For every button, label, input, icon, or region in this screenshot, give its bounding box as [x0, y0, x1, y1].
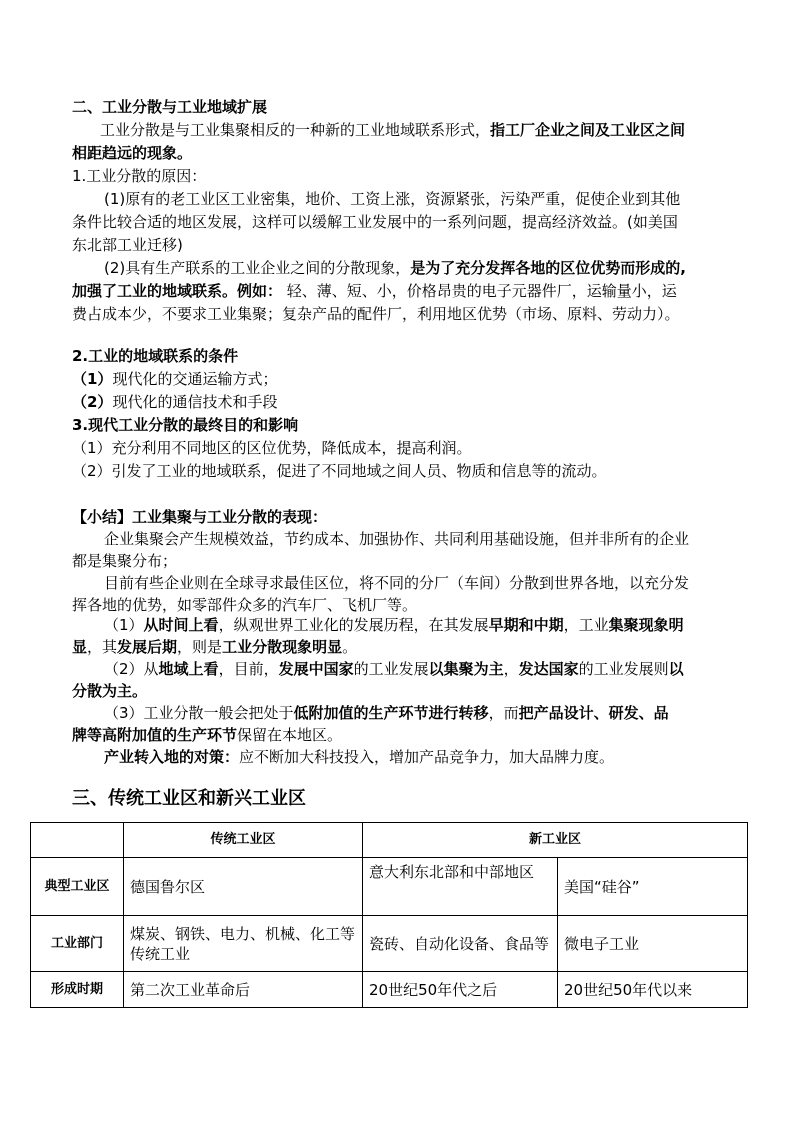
text-run: 轻、薄、短、小，价格昂贵的电子元器件厂，运输量小，运 — [282, 282, 677, 300]
bold-text-run: 加强了工业的地域联系。例如： — [72, 282, 283, 300]
list-text: 现代化的通信技术和手段 — [112, 393, 278, 411]
text-run: ， — [503, 660, 519, 678]
paragraph-line — [72, 636, 357, 658]
list-number: （2） — [72, 393, 113, 411]
table-row — [31, 972, 748, 1008]
text-run: 的工业发展 — [353, 660, 429, 678]
bold-text-run: 指工厂企业之间及工业区之间 — [490, 121, 686, 139]
text-run: ，目前， — [218, 660, 279, 678]
table-header: 传统工业区 — [124, 823, 363, 858]
bold-text-run: 发展中国家 — [278, 660, 354, 678]
bold-text-run: 以集聚为主 — [428, 660, 504, 678]
text-run: ，则是 — [177, 638, 223, 656]
paragraph-line: 条件比较合适的地区发展，这样可以缓解工业发展中的一系列问题，提高经济效益。(如美国 — [72, 213, 678, 231]
text-run: ，纵观世界工业化的发展历程，在其发展 — [218, 616, 489, 634]
table-cell: 第二次工业革命后 — [124, 972, 363, 1008]
bold-text-run: 发达国家 — [518, 660, 579, 678]
paragraph-line — [104, 658, 684, 680]
section-title: 二、工业分散与工业地域扩展 — [72, 98, 268, 116]
bold-text-run: 发展后期 — [117, 638, 178, 656]
row-label: 工业部门 — [31, 916, 124, 972]
paragraph-line: 都是集聚分布； — [72, 552, 178, 570]
table-header: 新工业区 — [363, 823, 748, 858]
row-label: 形成时期 — [31, 972, 124, 1008]
bold-text-run: 从时间上看 — [143, 616, 219, 634]
paragraph-line: 费占成本少，不要求工业集聚；复杂产品的配件厂，利用地区优势（市场、原料、劳动力）。 — [72, 305, 680, 323]
list-item — [72, 368, 277, 390]
table-cell: 煤炭、钢铁、电力、机械、化工等传统工业 — [124, 916, 363, 972]
paragraph-line — [100, 119, 685, 141]
paragraph-line: 相距趋远的现象。 — [72, 144, 193, 162]
subheading: 2.工业的地域联系的条件 — [72, 347, 239, 365]
paragraph-line: 目前有些企业则在全球寻求最佳区位，将不同的分厂（车间）分散到世界各地，以充分发 — [104, 574, 690, 592]
table-row — [31, 916, 748, 972]
paragraph-line: (1)原有的老工业区工业密集，地价、工资上涨，资源紧张，污染严重，促使企业到其他 — [104, 190, 681, 208]
comparison-table — [30, 822, 748, 1008]
subheading: 3.现代工业分散的最终目的和影响 — [72, 416, 299, 434]
text-run: ，而 — [488, 704, 519, 722]
text-run: 应不断加大科技投入，增加产品竞争力，加大品牌力度。 — [239, 748, 615, 766]
paragraph-line: 分散为主。 — [72, 682, 148, 700]
table-cell: 20世纪50年代之后 — [363, 972, 558, 1008]
paragraph-line — [104, 746, 614, 768]
bold-text-run: 低附加值的生产环节进行转移 — [293, 704, 489, 722]
list-text: 现代化的交通运输方式； — [112, 370, 278, 388]
paragraph-line: 挥各地的优势，如零部件众多的汽车厂、飞机厂等。 — [72, 596, 418, 614]
bold-text-run: 是为了充分发挥各地的区位优势而形成的, — [410, 259, 686, 277]
table-cell: 微电子工业 — [558, 916, 748, 972]
table-cell: 意大利东北部和中部地区 — [363, 858, 558, 916]
text-run: (2)具有生产联系的工业企业之间的分散现象， — [104, 259, 411, 277]
bold-text-run: 集聚现象明 — [608, 616, 684, 634]
row-label: 典型工业区 — [31, 858, 124, 916]
text-run: ，其 — [87, 638, 118, 656]
text-run: （3）工业分散一般会把处于 — [104, 704, 294, 722]
bold-text-run: 早期和中期 — [488, 616, 564, 634]
paragraph-line — [104, 257, 686, 279]
paragraph-line — [104, 614, 684, 636]
list-item: （2）引发了工业的地域联系，促进了不同地域之间人员、物质和信息等的流动。 — [72, 462, 607, 480]
table-cell: 20世纪50年代以来 — [558, 972, 748, 1008]
text-run: 工业分散是与工业集聚相反的一种新的工业地域联系形式， — [100, 121, 491, 139]
paragraph-line — [72, 280, 677, 302]
text-run: （2）从 — [104, 660, 159, 678]
paragraph-line — [104, 702, 669, 724]
table-cell: 德国鲁尔区 — [124, 858, 363, 916]
table-cell: 瓷砖、自动化设备、食品等 — [363, 916, 558, 972]
bold-text-run: 显 — [72, 638, 88, 656]
list-item — [72, 391, 277, 413]
bold-text-run: 牌等高附加值的生产环节 — [72, 726, 238, 744]
bold-text-run: 工业分散现象明显 — [222, 638, 343, 656]
table-header-blank — [31, 823, 124, 858]
list-number: （1） — [72, 370, 113, 388]
bold-text-run: 以 — [668, 660, 684, 678]
text-run: 的工业发展则 — [578, 660, 669, 678]
section-title: 三、传统工业区和新兴工业区 — [72, 788, 306, 809]
bold-text-run: 产业转入地的对策： — [104, 748, 240, 766]
summary-title: 【小结】工业集聚与工业分散的表现： — [72, 508, 328, 526]
text-run: 保留在本地区。 — [237, 726, 343, 744]
paragraph-line — [72, 724, 342, 746]
text-run: ，工业 — [563, 616, 609, 634]
list-item: （1）充分利用不同地区的区位优势，降低成本，提高利润。 — [72, 439, 472, 457]
table-row — [31, 858, 748, 916]
text-run: （1） — [104, 616, 144, 634]
paragraph-line: 东北部工业迁移) — [72, 236, 183, 254]
bold-text-run: 把产品设计、研发、品 — [518, 704, 669, 722]
text-run: 。 — [342, 638, 358, 656]
paragraph-line: 企业集聚会产生规模效益，节约成本、加强协作、共同利用基础设施，但并非所有的企业 — [104, 530, 690, 548]
table-header-row — [31, 823, 748, 858]
bold-text-run: 地域上看 — [158, 660, 219, 678]
subheading: 1.工业分散的原因： — [72, 167, 207, 185]
table-cell: 美国“硅谷” — [558, 858, 748, 916]
